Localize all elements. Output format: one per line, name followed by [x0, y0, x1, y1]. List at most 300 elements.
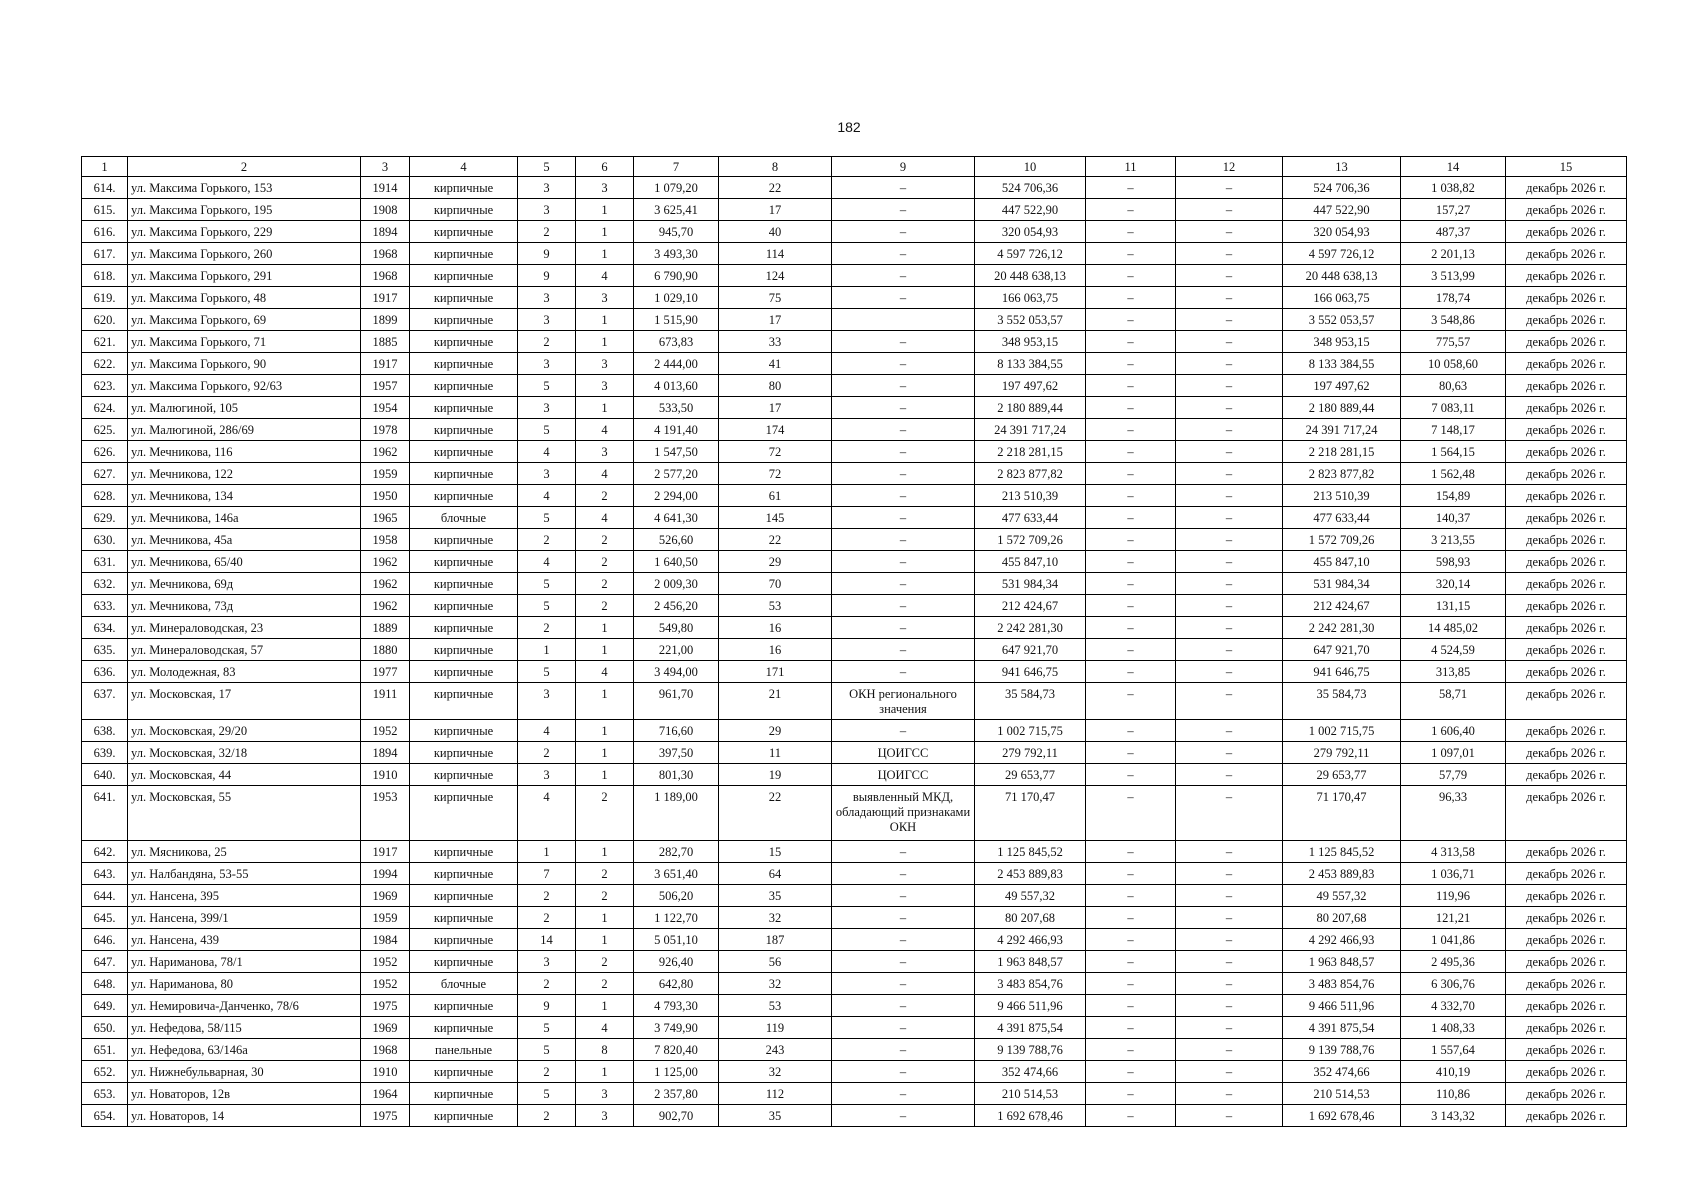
cell-wall-material: кирпичные — [410, 786, 518, 841]
cell-wall-material: кирпичные — [410, 397, 518, 419]
cell-residents: 171 — [719, 661, 832, 683]
cell-planned-date: декабрь 2026 г. — [1506, 419, 1627, 441]
column-header-13: 13 — [1283, 157, 1401, 177]
cell-floors: 2 — [518, 1105, 576, 1127]
cell-address: ул. Молодежная, 83 — [128, 661, 361, 683]
cell-residents: 80 — [719, 375, 832, 397]
cell-total-cost: 197 497,62 — [975, 375, 1086, 397]
table-row — [82, 929, 1627, 951]
cell-wall-material: кирпичные — [410, 573, 518, 595]
cell-planned-date: декабрь 2026 г. — [1506, 929, 1627, 951]
table-row — [82, 863, 1627, 885]
cell-row-number: 639. — [82, 742, 128, 764]
cell-row-number: 641. — [82, 786, 128, 841]
housing-register-table — [81, 156, 1627, 1127]
cell-wall-material: кирпичные — [410, 764, 518, 786]
cell-owners-cost: 524 706,36 — [1283, 177, 1401, 199]
cell-budget-cost: – — [1176, 529, 1283, 551]
cell-planned-date: декабрь 2026 г. — [1506, 287, 1627, 309]
cell-total-cost: 531 984,34 — [975, 573, 1086, 595]
cell-budget-cost: – — [1176, 1039, 1283, 1061]
cell-total-area: 3 625,41 — [634, 199, 719, 221]
cell-heritage-status: – — [832, 1105, 975, 1127]
cell-owners-cost: 4 597 726,12 — [1283, 243, 1401, 265]
cell-total-cost: 8 133 384,55 — [975, 353, 1086, 375]
cell-owners-cost: 2 823 877,82 — [1283, 463, 1401, 485]
cell-total-area: 533,50 — [634, 397, 719, 419]
cell-owners-cost: 647 921,70 — [1283, 639, 1401, 661]
cell-wall-material: панельные — [410, 1039, 518, 1061]
cell-planned-date: декабрь 2026 г. — [1506, 353, 1627, 375]
cell-heritage-status: ОКН регионального значения — [832, 683, 975, 720]
cell-owners-cost: 71 170,47 — [1283, 786, 1401, 841]
cell-cost-per-sqm: 3 213,55 — [1401, 529, 1506, 551]
cell-year-built: 1962 — [361, 595, 410, 617]
cell-row-number: 631. — [82, 551, 128, 573]
cell-heritage-status — [832, 309, 975, 331]
cell-total-area: 1 122,70 — [634, 907, 719, 929]
cell-planned-date: декабрь 2026 г. — [1506, 485, 1627, 507]
cell-wall-material: кирпичные — [410, 353, 518, 375]
cell-residents: 33 — [719, 331, 832, 353]
cell-year-built: 1965 — [361, 507, 410, 529]
cell-budget-cost: – — [1176, 720, 1283, 742]
table-row — [82, 177, 1627, 199]
cell-year-built: 1957 — [361, 375, 410, 397]
cell-floors: 2 — [518, 907, 576, 929]
cell-entrances: 2 — [576, 973, 634, 995]
cell-fund-cost: – — [1086, 199, 1176, 221]
cell-heritage-status: – — [832, 375, 975, 397]
cell-floors: 5 — [518, 1017, 576, 1039]
cell-heritage-status: – — [832, 397, 975, 419]
cell-heritage-status: – — [832, 595, 975, 617]
table-row — [82, 1083, 1627, 1105]
cell-planned-date: декабрь 2026 г. — [1506, 309, 1627, 331]
cell-planned-date: декабрь 2026 г. — [1506, 885, 1627, 907]
cell-entrances: 4 — [576, 265, 634, 287]
cell-owners-cost: 20 448 638,13 — [1283, 265, 1401, 287]
cell-address: ул. Московская, 55 — [128, 786, 361, 841]
cell-address: ул. Мечникова, 69д — [128, 573, 361, 595]
cell-wall-material: кирпичные — [410, 1105, 518, 1127]
cell-address: ул. Нариманова, 78/1 — [128, 951, 361, 973]
cell-year-built: 1984 — [361, 929, 410, 951]
cell-total-area: 2 294,00 — [634, 485, 719, 507]
cell-residents: 21 — [719, 683, 832, 720]
cell-address: ул. Максима Горького, 153 — [128, 177, 361, 199]
cell-total-cost: 166 063,75 — [975, 287, 1086, 309]
cell-planned-date: декабрь 2026 г. — [1506, 551, 1627, 573]
cell-total-area: 5 051,10 — [634, 929, 719, 951]
cell-entrances: 1 — [576, 1061, 634, 1083]
cell-year-built: 1958 — [361, 529, 410, 551]
cell-budget-cost: – — [1176, 841, 1283, 863]
cell-row-number: 616. — [82, 221, 128, 243]
cell-total-area: 1 029,10 — [634, 287, 719, 309]
cell-entrances: 1 — [576, 397, 634, 419]
cell-budget-cost: – — [1176, 661, 1283, 683]
cell-owners-cost: 477 633,44 — [1283, 507, 1401, 529]
cell-planned-date: декабрь 2026 г. — [1506, 1083, 1627, 1105]
cell-floors: 2 — [518, 973, 576, 995]
cell-address: ул. Максима Горького, 69 — [128, 309, 361, 331]
cell-residents: 61 — [719, 485, 832, 507]
cell-heritage-status: – — [832, 863, 975, 885]
cell-total-cost: 35 584,73 — [975, 683, 1086, 720]
cell-residents: 145 — [719, 507, 832, 529]
cell-entrances: 1 — [576, 720, 634, 742]
cell-floors: 5 — [518, 595, 576, 617]
cell-heritage-status: – — [832, 661, 975, 683]
cell-residents: 114 — [719, 243, 832, 265]
table-row — [82, 529, 1627, 551]
column-header-15: 15 — [1506, 157, 1627, 177]
cell-residents: 75 — [719, 287, 832, 309]
cell-total-area: 673,83 — [634, 331, 719, 353]
cell-wall-material: кирпичные — [410, 221, 518, 243]
cell-total-cost: 20 448 638,13 — [975, 265, 1086, 287]
cell-cost-per-sqm: 1 041,86 — [1401, 929, 1506, 951]
cell-heritage-status: – — [832, 221, 975, 243]
cell-address: ул. Максима Горького, 260 — [128, 243, 361, 265]
cell-address: ул. Максима Горького, 48 — [128, 287, 361, 309]
cell-total-cost: 1 572 709,26 — [975, 529, 1086, 551]
cell-owners-cost: 2 218 281,15 — [1283, 441, 1401, 463]
cell-total-area: 4 641,30 — [634, 507, 719, 529]
cell-fund-cost: – — [1086, 353, 1176, 375]
cell-cost-per-sqm: 57,79 — [1401, 764, 1506, 786]
cell-budget-cost: – — [1176, 463, 1283, 485]
cell-cost-per-sqm: 1 606,40 — [1401, 720, 1506, 742]
cell-wall-material: кирпичные — [410, 951, 518, 973]
cell-residents: 40 — [719, 221, 832, 243]
cell-address: ул. Максима Горького, 195 — [128, 199, 361, 221]
cell-row-number: 638. — [82, 720, 128, 742]
cell-fund-cost: – — [1086, 683, 1176, 720]
cell-residents: 72 — [719, 441, 832, 463]
cell-budget-cost: – — [1176, 331, 1283, 353]
cell-year-built: 1880 — [361, 639, 410, 661]
cell-year-built: 1885 — [361, 331, 410, 353]
table-row — [82, 951, 1627, 973]
cell-fund-cost: – — [1086, 331, 1176, 353]
cell-year-built: 1894 — [361, 742, 410, 764]
cell-fund-cost: – — [1086, 1083, 1176, 1105]
cell-heritage-status: – — [832, 951, 975, 973]
cell-cost-per-sqm: 320,14 — [1401, 573, 1506, 595]
cell-owners-cost: 9 139 788,76 — [1283, 1039, 1401, 1061]
page-number: 182 — [837, 119, 861, 135]
cell-address: ул. Мечникова, 134 — [128, 485, 361, 507]
table-row — [82, 639, 1627, 661]
cell-residents: 53 — [719, 595, 832, 617]
cell-wall-material: кирпичные — [410, 551, 518, 573]
cell-entrances: 2 — [576, 485, 634, 507]
cell-heritage-status: – — [832, 243, 975, 265]
cell-budget-cost: – — [1176, 639, 1283, 661]
cell-owners-cost: 49 557,32 — [1283, 885, 1401, 907]
cell-floors: 3 — [518, 177, 576, 199]
cell-address: ул. Немировича-Данченко, 78/6 — [128, 995, 361, 1017]
cell-floors: 3 — [518, 951, 576, 973]
cell-heritage-status: ЦОИГСС — [832, 764, 975, 786]
cell-budget-cost: – — [1176, 375, 1283, 397]
cell-heritage-status: – — [832, 907, 975, 929]
cell-budget-cost: – — [1176, 1083, 1283, 1105]
table-body — [82, 177, 1627, 1127]
cell-heritage-status: – — [832, 529, 975, 551]
cell-total-cost: 352 474,66 — [975, 1061, 1086, 1083]
cell-floors: 3 — [518, 397, 576, 419]
cell-heritage-status: – — [832, 1039, 975, 1061]
cell-cost-per-sqm: 178,74 — [1401, 287, 1506, 309]
cell-total-area: 526,60 — [634, 529, 719, 551]
cell-owners-cost: 29 653,77 — [1283, 764, 1401, 786]
table-row — [82, 1105, 1627, 1127]
cell-budget-cost: – — [1176, 929, 1283, 951]
cell-residents: 119 — [719, 1017, 832, 1039]
cell-planned-date: декабрь 2026 г. — [1506, 863, 1627, 885]
cell-total-cost: 2 180 889,44 — [975, 397, 1086, 419]
cell-fund-cost: – — [1086, 529, 1176, 551]
cell-fund-cost: – — [1086, 265, 1176, 287]
column-header-14: 14 — [1401, 157, 1506, 177]
cell-residents: 29 — [719, 720, 832, 742]
cell-residents: 17 — [719, 309, 832, 331]
cell-fund-cost: – — [1086, 951, 1176, 973]
cell-total-area: 3 651,40 — [634, 863, 719, 885]
cell-wall-material: кирпичные — [410, 995, 518, 1017]
cell-planned-date: декабрь 2026 г. — [1506, 375, 1627, 397]
cell-entrances: 2 — [576, 885, 634, 907]
cell-fund-cost: – — [1086, 841, 1176, 863]
cell-residents: 32 — [719, 907, 832, 929]
cell-budget-cost: – — [1176, 1061, 1283, 1083]
cell-fund-cost: – — [1086, 507, 1176, 529]
cell-residents: 70 — [719, 573, 832, 595]
cell-fund-cost: – — [1086, 287, 1176, 309]
cell-budget-cost: – — [1176, 683, 1283, 720]
cell-address: ул. Нефедова, 63/146а — [128, 1039, 361, 1061]
cell-address: ул. Малюгиной, 286/69 — [128, 419, 361, 441]
cell-heritage-status: – — [832, 841, 975, 863]
cell-year-built: 1968 — [361, 243, 410, 265]
cell-wall-material: кирпичные — [410, 265, 518, 287]
cell-year-built: 1959 — [361, 463, 410, 485]
cell-residents: 72 — [719, 463, 832, 485]
cell-floors: 3 — [518, 683, 576, 720]
cell-address: ул. Нансена, 399/1 — [128, 907, 361, 929]
cell-heritage-status: – — [832, 573, 975, 595]
cell-row-number: 637. — [82, 683, 128, 720]
cell-heritage-status: – — [832, 551, 975, 573]
cell-heritage-status: – — [832, 441, 975, 463]
cell-owners-cost: 1 125 845,52 — [1283, 841, 1401, 863]
cell-total-cost: 279 792,11 — [975, 742, 1086, 764]
cell-cost-per-sqm: 154,89 — [1401, 485, 1506, 507]
cell-heritage-status: – — [832, 353, 975, 375]
table-row — [82, 683, 1627, 720]
cell-total-area: 1 515,90 — [634, 309, 719, 331]
cell-floors: 14 — [518, 929, 576, 951]
cell-year-built: 1889 — [361, 617, 410, 639]
cell-floors: 3 — [518, 764, 576, 786]
cell-row-number: 618. — [82, 265, 128, 287]
cell-cost-per-sqm: 410,19 — [1401, 1061, 1506, 1083]
cell-year-built: 1950 — [361, 485, 410, 507]
cell-owners-cost: 320 054,93 — [1283, 221, 1401, 243]
column-header-4: 4 — [410, 157, 518, 177]
cell-floors: 1 — [518, 841, 576, 863]
cell-fund-cost: – — [1086, 397, 1176, 419]
cell-floors: 5 — [518, 573, 576, 595]
cell-entrances: 4 — [576, 661, 634, 683]
cell-budget-cost: – — [1176, 863, 1283, 885]
cell-budget-cost: – — [1176, 353, 1283, 375]
cell-residents: 32 — [719, 1061, 832, 1083]
cell-heritage-status: – — [832, 973, 975, 995]
cell-owners-cost: 279 792,11 — [1283, 742, 1401, 764]
cell-total-area: 2 009,30 — [634, 573, 719, 595]
cell-total-cost: 1 963 848,57 — [975, 951, 1086, 973]
cell-residents: 22 — [719, 177, 832, 199]
cell-total-area: 3 749,90 — [634, 1017, 719, 1039]
cell-row-number: 625. — [82, 419, 128, 441]
cell-budget-cost: – — [1176, 441, 1283, 463]
cell-wall-material: кирпичные — [410, 1061, 518, 1083]
cell-floors: 9 — [518, 243, 576, 265]
cell-budget-cost: – — [1176, 973, 1283, 995]
cell-entrances: 1 — [576, 841, 634, 863]
column-header-1: 1 — [82, 157, 128, 177]
cell-fund-cost: – — [1086, 595, 1176, 617]
cell-heritage-status: – — [832, 507, 975, 529]
cell-budget-cost: – — [1176, 1105, 1283, 1127]
cell-budget-cost: – — [1176, 221, 1283, 243]
cell-total-cost: 3 552 053,57 — [975, 309, 1086, 331]
cell-residents: 29 — [719, 551, 832, 573]
cell-cost-per-sqm: 2 495,36 — [1401, 951, 1506, 973]
cell-entrances: 1 — [576, 309, 634, 331]
cell-wall-material: кирпичные — [410, 463, 518, 485]
table-row — [82, 786, 1627, 841]
cell-fund-cost: – — [1086, 221, 1176, 243]
cell-wall-material: кирпичные — [410, 863, 518, 885]
cell-residents: 17 — [719, 397, 832, 419]
cell-wall-material: кирпичные — [410, 617, 518, 639]
cell-wall-material: кирпичные — [410, 720, 518, 742]
cell-residents: 35 — [719, 1105, 832, 1127]
cell-planned-date: декабрь 2026 г. — [1506, 463, 1627, 485]
column-header-6: 6 — [576, 157, 634, 177]
table-row — [82, 742, 1627, 764]
cell-wall-material: кирпичные — [410, 929, 518, 951]
cell-total-area: 1 640,50 — [634, 551, 719, 573]
cell-fund-cost: – — [1086, 463, 1176, 485]
cell-floors: 9 — [518, 995, 576, 1017]
table-row — [82, 265, 1627, 287]
cell-entrances: 3 — [576, 287, 634, 309]
cell-owners-cost: 9 466 511,96 — [1283, 995, 1401, 1017]
cell-year-built: 1964 — [361, 1083, 410, 1105]
cell-total-cost: 4 391 875,54 — [975, 1017, 1086, 1039]
cell-cost-per-sqm: 3 513,99 — [1401, 265, 1506, 287]
cell-residents: 41 — [719, 353, 832, 375]
cell-cost-per-sqm: 58,71 — [1401, 683, 1506, 720]
cell-entrances: 3 — [576, 177, 634, 199]
cell-budget-cost: – — [1176, 485, 1283, 507]
cell-address: ул. Минераловодская, 57 — [128, 639, 361, 661]
cell-year-built: 1952 — [361, 973, 410, 995]
cell-budget-cost: – — [1176, 265, 1283, 287]
cell-cost-per-sqm: 1 036,71 — [1401, 863, 1506, 885]
cell-fund-cost: – — [1086, 929, 1176, 951]
cell-owners-cost: 352 474,66 — [1283, 1061, 1401, 1083]
cell-total-area: 7 820,40 — [634, 1039, 719, 1061]
cell-owners-cost: 3 552 053,57 — [1283, 309, 1401, 331]
cell-entrances: 1 — [576, 617, 634, 639]
cell-heritage-status: выявленный МКД, обладающий признаками ОКН — [832, 786, 975, 841]
cell-planned-date: декабрь 2026 г. — [1506, 331, 1627, 353]
cell-total-cost: 2 453 889,83 — [975, 863, 1086, 885]
cell-total-area: 4 013,60 — [634, 375, 719, 397]
cell-total-area: 3 494,00 — [634, 661, 719, 683]
table-row — [82, 397, 1627, 419]
cell-fund-cost: – — [1086, 617, 1176, 639]
cell-owners-cost: 35 584,73 — [1283, 683, 1401, 720]
cell-total-area: 902,70 — [634, 1105, 719, 1127]
cell-year-built: 1914 — [361, 177, 410, 199]
cell-budget-cost: – — [1176, 177, 1283, 199]
cell-floors: 2 — [518, 331, 576, 353]
cell-total-cost: 71 170,47 — [975, 786, 1086, 841]
cell-owners-cost: 8 133 384,55 — [1283, 353, 1401, 375]
cell-wall-material: блочные — [410, 973, 518, 995]
table-row — [82, 841, 1627, 863]
column-header-7: 7 — [634, 157, 719, 177]
cell-floors: 3 — [518, 199, 576, 221]
cell-planned-date: декабрь 2026 г. — [1506, 995, 1627, 1017]
cell-cost-per-sqm: 14 485,02 — [1401, 617, 1506, 639]
cell-budget-cost: – — [1176, 764, 1283, 786]
cell-row-number: 614. — [82, 177, 128, 199]
cell-cost-per-sqm: 119,96 — [1401, 885, 1506, 907]
cell-entrances: 1 — [576, 929, 634, 951]
cell-address: ул. Нижнебульварная, 30 — [128, 1061, 361, 1083]
cell-row-number: 642. — [82, 841, 128, 863]
cell-year-built: 1953 — [361, 786, 410, 841]
cell-row-number: 622. — [82, 353, 128, 375]
cell-residents: 32 — [719, 973, 832, 995]
cell-entrances: 1 — [576, 243, 634, 265]
cell-total-area: 1 189,00 — [634, 786, 719, 841]
cell-year-built: 1962 — [361, 573, 410, 595]
cell-planned-date: декабрь 2026 г. — [1506, 742, 1627, 764]
cell-address: ул. Новаторов, 14 — [128, 1105, 361, 1127]
cell-cost-per-sqm: 96,33 — [1401, 786, 1506, 841]
cell-budget-cost: – — [1176, 287, 1283, 309]
cell-address: ул. Максима Горького, 92/63 — [128, 375, 361, 397]
cell-cost-per-sqm: 1 557,64 — [1401, 1039, 1506, 1061]
cell-budget-cost: – — [1176, 885, 1283, 907]
cell-fund-cost: – — [1086, 720, 1176, 742]
cell-fund-cost: – — [1086, 1061, 1176, 1083]
cell-year-built: 1952 — [361, 720, 410, 742]
cell-cost-per-sqm: 7 148,17 — [1401, 419, 1506, 441]
cell-budget-cost: – — [1176, 995, 1283, 1017]
cell-cost-per-sqm: 1 564,15 — [1401, 441, 1506, 463]
